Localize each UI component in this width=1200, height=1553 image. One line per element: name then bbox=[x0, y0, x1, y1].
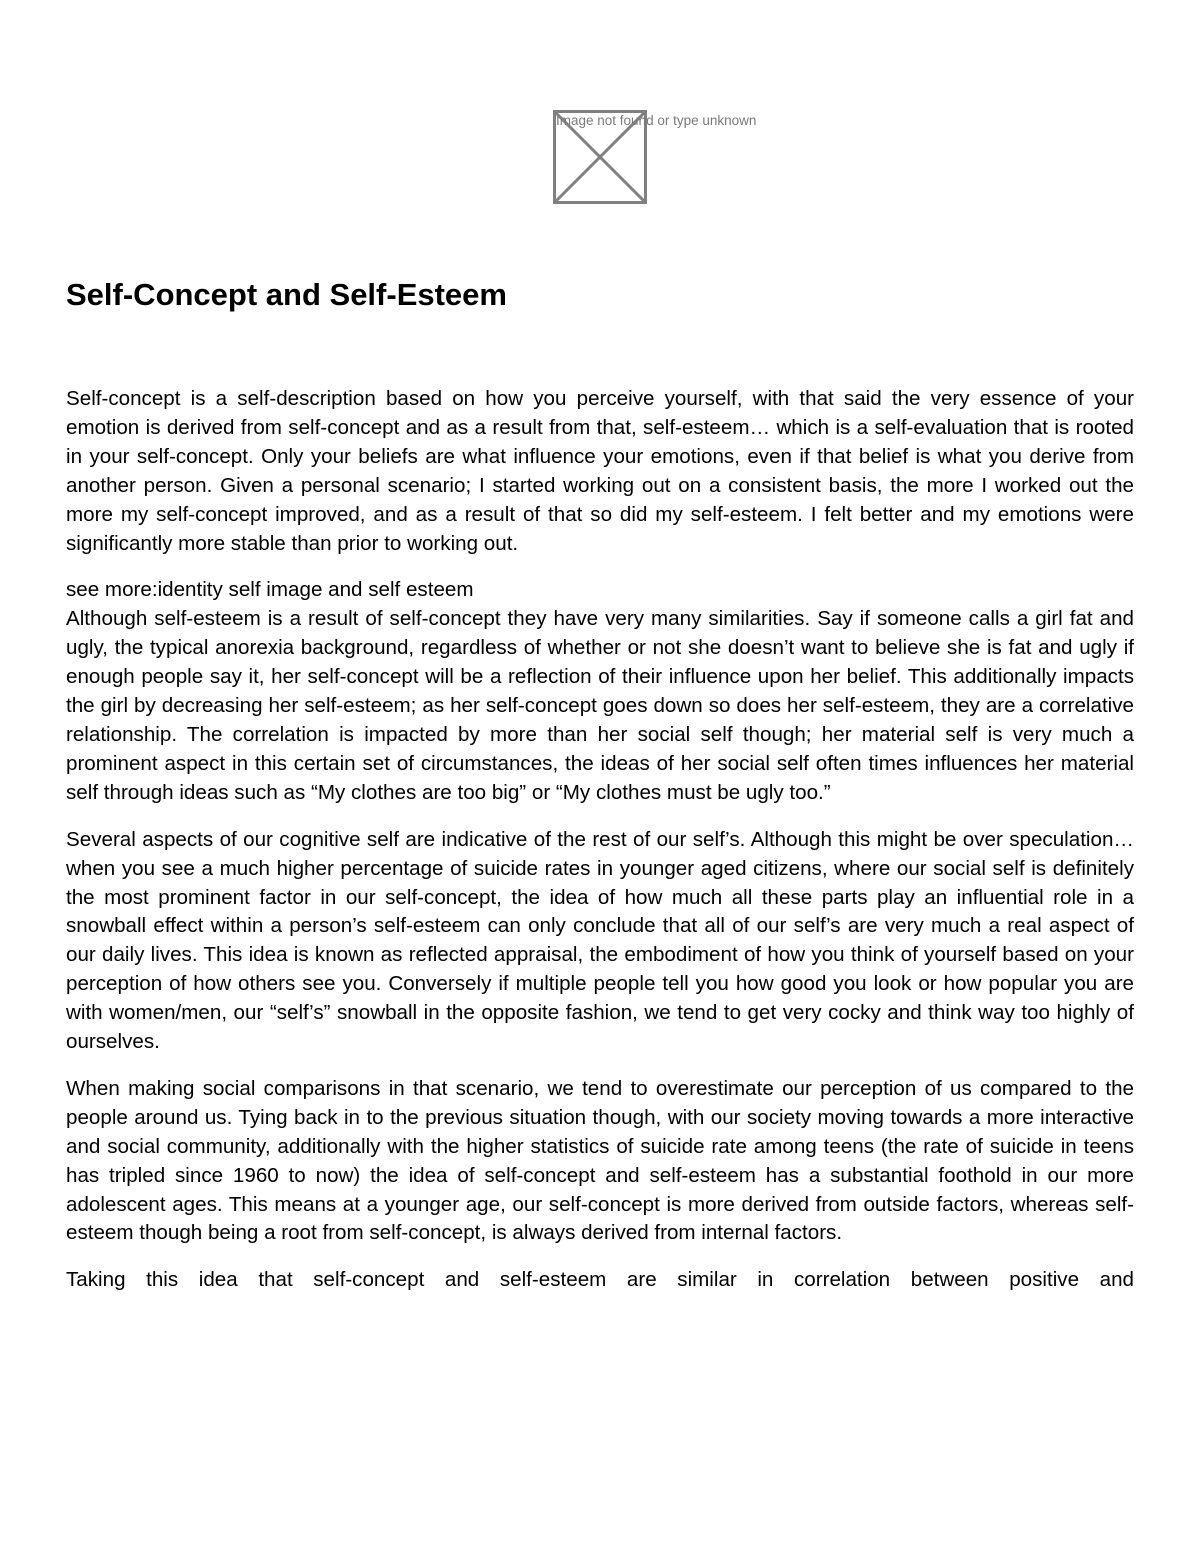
paragraph-5: Taking this idea that self-concept and self-esteem are similar in correlation between positive and bbox=[66, 1268, 1134, 1292]
image-alt-text: Image not found or type unknown bbox=[556, 113, 757, 128]
paragraph-2: Although self-esteem is a result of self-concept they have very many similarities. Say if someone calls a girl fat and ugly, the typical anorexia background, regardless of whether or not she doesn’t want to believe she is fat and ugly if enough people say it, her self-concept will be a reflection of their influence upon her belief. This additionally impacts the girl by decreasing her self-esteem; as her self-concept goes down so does her self-esteem, they are a correlative relationship. The correlation is impacted by more than her social self though; her material self is very much a prominent aspect in this certain set of circumstances, the ideas of her social self often times influences her material self through ideas such as “My clothes are too big” or “My clothes must be ugly too.” bbox=[66, 607, 1134, 804]
broken-image-placeholder bbox=[553, 110, 757, 204]
paragraph-4: When making social comparisons in that scenario, we tend to overestimate our perception of us compared to the people around us. Tying back in to the previous situation though, with our society moving towards a more interactive and social community, additionally with the higher statistics of suicide rate among teens (the rate of suicide in teens has tripled since 1960 to now) the idea of self-concept and self-esteem has a substantial foothold in our more adolescent ages. This means at a younger age, our self-concept is more derived from outside factors, whereas self-esteem though being a root from self-concept, is always derived from internal factors. bbox=[66, 1076, 1134, 1245]
document-body bbox=[66, 385, 1134, 1313]
document-title: Self-Concept and Self-Esteem bbox=[66, 277, 507, 312]
see-more-link[interactable]: see more:identity self image and self esteem bbox=[66, 578, 474, 602]
paragraph-3: Several aspects of our cognitive self are indicative of the rest of our self’s. Although this might be over speculation… when you see a much higher percentage of suicide rates in younger aged citizens, where our social self is definitely the most prominent factor in our self-concept, the idea of how much all these parts play an influential role in a snowball effect within a person’s self-esteem can only conclude that all of our self’s are very much a real aspect of our daily lives. This idea is known as reflected appraisal, the embodiment of how you think of yourself based on your perception of how others see you. Conversely if multiple people tell you how good you look or how popular you are with women/men, our “self’s” snowball in the opposite fashion, we tend to get very cocky and think way too highly of ourselves. bbox=[66, 827, 1134, 1054]
paragraph-1: Self-concept is a self-description based on how you perceive yourself, with that said the very essence of your emotion is derived from self-concept and as a result from that, self-esteem… which is a self-evaluation that is rooted in your self-concept. Only your beliefs are what influence your emotions, even if that belief is what you derive from another person. Given a personal scenario; I started working out on a consistent basis, the more I worked out the more my self-concept improved, and as a result of that so did my self-esteem. I felt better and my emotions were significantly more stable than prior to working out. bbox=[66, 387, 1134, 555]
